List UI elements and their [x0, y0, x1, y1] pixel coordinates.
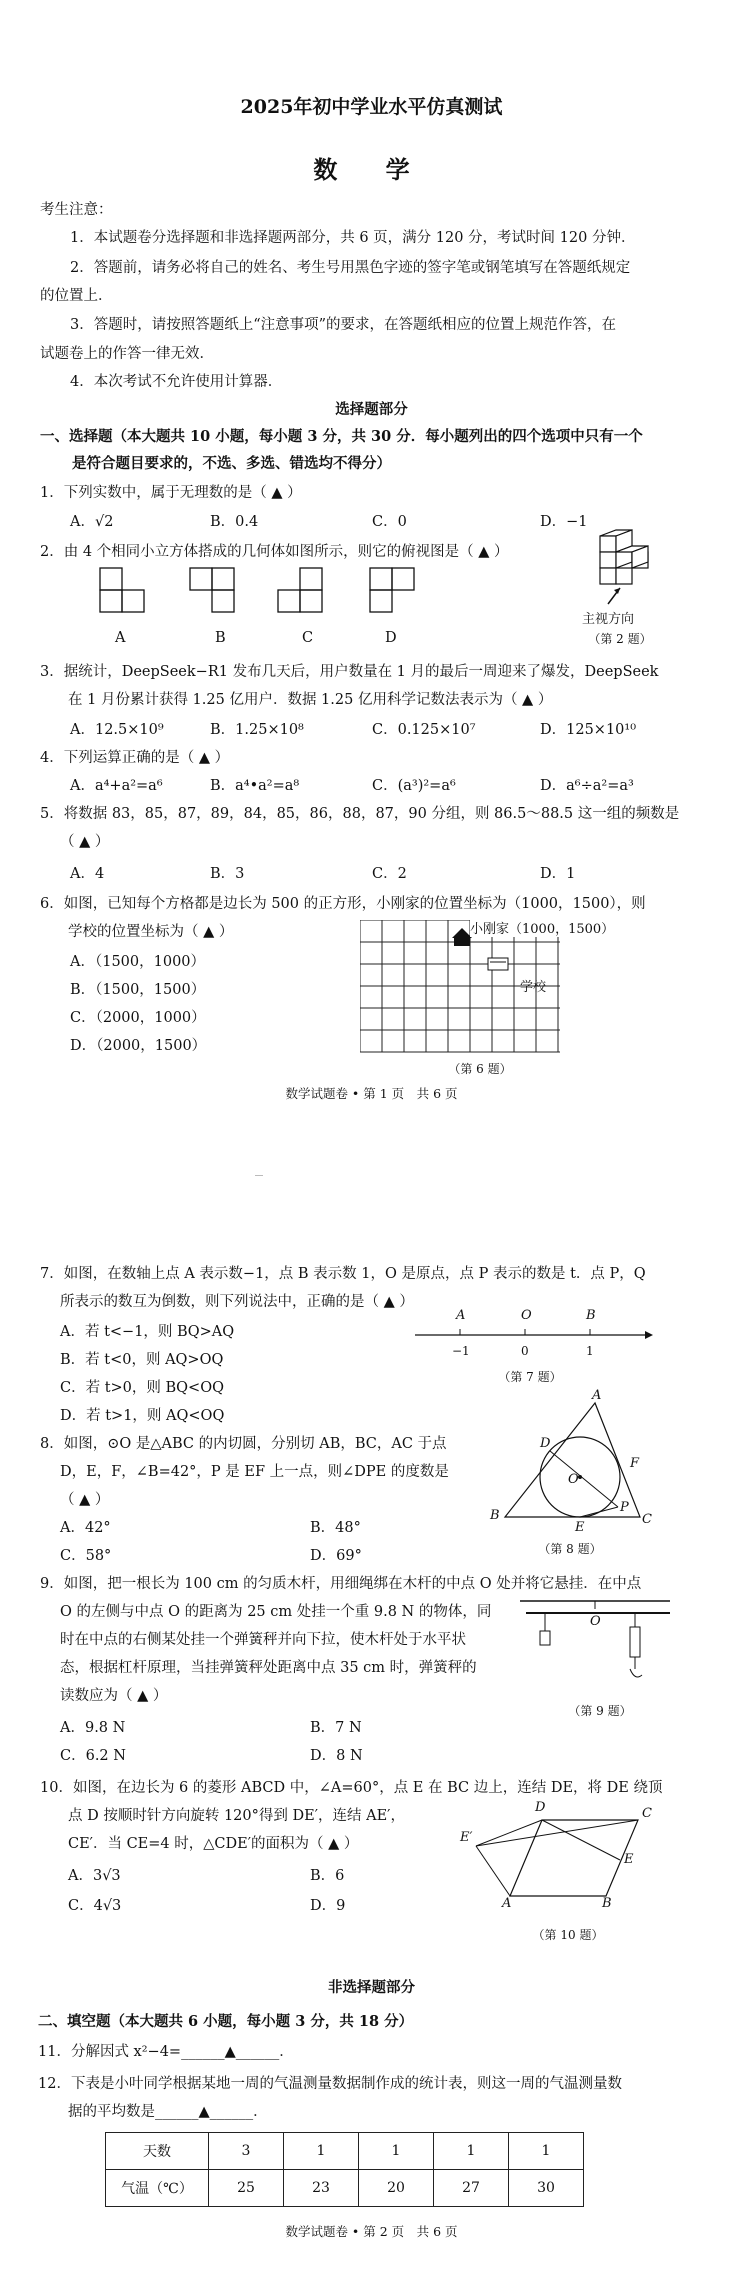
- q6-option-b: B．（1500，1500）: [70, 982, 206, 998]
- q8-point-a: A: [592, 1388, 602, 1403]
- q2-cube-figure: [580, 528, 680, 608]
- q9-point-o: O: [590, 1614, 601, 1629]
- q3-option-d: D．125×10¹⁰: [540, 722, 637, 738]
- q10-point-a: A: [502, 1896, 512, 1911]
- part1-title: 选择题部分: [335, 401, 408, 418]
- q5-stem: 5．将数据 83，85，87，89，84，85，86，88，87，90 分组，则 86.5～88.5 这一组的频数是: [40, 806, 680, 822]
- table-cell: 1: [434, 2133, 509, 2170]
- table-cell: 3: [209, 2133, 284, 2170]
- section1-heading: 一、选择题（本大题共 10 小题，每小题 3 分，共 30 分．每小题列出的四个选项中只有一个: [40, 428, 643, 445]
- q8-point-b: B: [490, 1508, 500, 1523]
- q5-option-b: B．3: [210, 866, 245, 882]
- q8-option-c: C．58°: [60, 1548, 112, 1564]
- q10-point-e: E: [624, 1852, 634, 1867]
- q12-table: [105, 2132, 584, 2207]
- q8-point-c: C: [642, 1512, 652, 1527]
- q2-label-a: A: [115, 630, 126, 646]
- q2-view-options: [90, 560, 450, 630]
- q8-option-d: D．69°: [310, 1548, 362, 1564]
- section1-heading-cont: 是符合题目要求的，不选、多选、错选均不得分）: [72, 455, 391, 472]
- q1-option-c: C．0: [372, 514, 407, 530]
- table-cell: 30: [509, 2170, 584, 2207]
- q10-rhombus-figure: [470, 1810, 670, 1910]
- q5-option-a: A．4: [70, 866, 105, 882]
- q4-stem: 4．下列运算正确的是（ ▲ ）: [40, 750, 230, 766]
- q9-stem: 9．如图，把一根长为 100 cm 的匀质木杆，用细绳绑在木杆的中点 O 处并将它悬挂．在中点: [40, 1576, 642, 1592]
- q9-caption: （第 9 题）: [568, 1704, 632, 1718]
- table-cell: 1: [509, 2133, 584, 2170]
- q10-point-d: D: [535, 1800, 546, 1815]
- notice-item: 试题卷上的作答一律无效．: [40, 346, 214, 362]
- q9-stem-cont1: O 的左侧与中点 O 的距离为 25 cm 处挂一个重 9.8 N 的物体，同: [60, 1604, 492, 1620]
- q9-lever-figure: [520, 1595, 680, 1695]
- q10-stem-cont2: CE′．当 CE=4 时，△CDE′的面积为（ ▲ ）: [68, 1836, 359, 1852]
- q1-stem: 1．下列实数中，属于无理数的是（ ▲ ）: [40, 485, 302, 501]
- q1-option-d: D．−1: [540, 514, 588, 530]
- q10-option-b: B．6: [310, 1868, 345, 1884]
- q6-school-label: 学校: [520, 980, 547, 995]
- q3-option-b: B．1.25×10⁸: [210, 722, 304, 738]
- q7-option-d: D．若 t>1，则 AQ<OQ: [60, 1408, 225, 1424]
- notice-item: 的位置上．: [40, 288, 113, 304]
- q5-option-c: C．2: [372, 866, 407, 882]
- page-footer-1: 数学试题卷 • 第 1 页 共 6 页: [285, 1086, 458, 1101]
- section2-heading: 二、填空题（本大题共 6 小题，每小题 3 分，共 18 分）: [38, 2013, 414, 2030]
- q9-option-c: C．6.2 N: [60, 1748, 126, 1764]
- q3-stem-cont: 在 1 月份累计获得 1.25 亿用户．数据 1.25 亿用科学记数法表示为（ ▲ ）: [68, 692, 553, 708]
- q9-stem-cont4: 读数应为（ ▲ ）: [60, 1688, 168, 1704]
- q8-stem-cont: D，E，F，∠B=42°，P 是 EF 上一点，则∠DPE 的度数是: [60, 1464, 449, 1480]
- table-cell: 气温（℃）: [106, 2170, 209, 2207]
- table-cell: 1: [359, 2133, 434, 2170]
- q6-option-a: A．（1500，1000）: [70, 954, 206, 970]
- q6-home-label: 小刚家（1000，1500）: [470, 918, 614, 937]
- q8-point-e: E: [575, 1520, 585, 1535]
- q4-option-d: D．a⁶÷a²=a³: [540, 778, 634, 794]
- q8-caption: （第 8 题）: [538, 1542, 602, 1556]
- table-row: [106, 2133, 584, 2170]
- q7-tick-neg1: −1: [452, 1344, 470, 1358]
- q7-stem: 7．如图，在数轴上点 A 表示数−1，点 B 表示数 1，O 是原点，点 P 表示的数是 t．点 P，Q: [40, 1266, 646, 1282]
- q8-point-d: D: [540, 1436, 551, 1451]
- notice-heading: 考生注意：: [40, 202, 113, 218]
- q7-point-o: O: [521, 1308, 532, 1323]
- q7-tick-0: 0: [521, 1344, 529, 1358]
- part2-title: 非选择题部分: [328, 1979, 415, 1996]
- subject-title: 数 学: [313, 155, 430, 184]
- q6-option-d: D．（2000，1500）: [70, 1038, 207, 1054]
- q10-point-e-prime: E′: [460, 1830, 473, 1845]
- q10-option-c: C．4√3: [68, 1898, 122, 1914]
- notice-item: 4．本次考试不允许使用计算器．: [70, 374, 283, 390]
- q6-caption: （第 6 题）: [448, 1062, 512, 1076]
- q3-option-a: A．12.5×10⁹: [70, 722, 164, 738]
- q2-label-b: B: [215, 630, 226, 646]
- q10-caption: （第 10 题）: [532, 1928, 604, 1942]
- q2-label-d: D: [385, 630, 397, 646]
- q10-option-a: A．3√3: [68, 1868, 121, 1884]
- q6-stem: 6．如图，已知每个方格都是边长为 500 的正方形，小刚家的位置坐标为（1000，1500），则: [40, 896, 646, 912]
- q7-point-b: B: [586, 1308, 596, 1323]
- q3-stem: 3．据统计，DeepSeek−R1 发布几天后，用户数量在 1 月的最后一周迎来了爆发，DeepSeek: [40, 664, 659, 680]
- q1-option-a: A．√2: [70, 514, 114, 530]
- table-cell: 25: [209, 2170, 284, 2207]
- q8-point-p: P: [620, 1500, 629, 1515]
- table-cell: 27: [434, 2170, 509, 2207]
- page-footer-2: 数学试题卷 • 第 2 页 共 6 页: [285, 2224, 458, 2239]
- q2-view-direction: 主视方向: [582, 612, 635, 627]
- q4-option-b: B．a⁴•a²=a⁸: [210, 778, 300, 794]
- notice-item: 3．答题时，请按照答题纸上“注意事项”的要求，在答题纸相应的位置上规范作答，在: [70, 317, 617, 333]
- q10-point-b: B: [602, 1896, 612, 1911]
- table-cell: 23: [284, 2170, 359, 2207]
- q9-option-a: A．9.8 N: [60, 1720, 126, 1736]
- q9-option-d: D．8 N: [310, 1748, 363, 1764]
- q7-option-a: A．若 t<−1，则 BQ>AQ: [60, 1324, 235, 1340]
- q5-option-d: D．1: [540, 866, 576, 882]
- school-icon: [488, 958, 508, 970]
- notice-item: 2．答题前，请务必将自己的姓名、考生号用黑色字迹的签字笔或钢笔填写在答题纸规定: [70, 260, 631, 276]
- q7-option-b: B．若 t<0，则 AQ>OQ: [60, 1352, 224, 1368]
- q8-option-a: A．42°: [60, 1520, 111, 1536]
- q7-tick-1: 1: [586, 1344, 594, 1358]
- q10-option-d: D．9: [310, 1898, 346, 1914]
- table-cell: 天数: [106, 2133, 209, 2170]
- q9-stem-cont3: 态，根据杠杆原理，当挂弹簧秤处距离中点 35 cm 时，弹簧秤的: [60, 1660, 477, 1676]
- q4-option-c: C．(a³)²=a⁶: [372, 778, 456, 794]
- q9-option-b: B．7 N: [310, 1720, 362, 1736]
- q6-stem-cont: 学校的位置坐标为（ ▲ ）: [68, 924, 234, 940]
- table-cell: 1: [284, 2133, 359, 2170]
- q10-stem-cont1: 点 D 按顺时针方向旋转 120°得到 DE′，连结 AE′，: [68, 1808, 405, 1824]
- q8-option-b: B．48°: [310, 1520, 361, 1536]
- table-cell: 20: [359, 2170, 434, 2207]
- q12-stem-cont: 据的平均数是______▲______．: [68, 2104, 268, 2120]
- q10-stem: 10．如图，在边长为 6 的菱形 ABCD 中，∠A=60°，点 E 在 BC 边上，连结 DE，将 DE 绕顶: [40, 1780, 663, 1796]
- table-row: [106, 2170, 584, 2207]
- q7-stem-cont: 所表示的数互为倒数，则下列说法中，正确的是（ ▲ ）: [60, 1294, 414, 1310]
- q8-stem-cont2: （ ▲ ）: [60, 1492, 110, 1508]
- notice-item: 1．本试题卷分选择题和非选择题两部分，共 6 页，满分 120 分，考试时间 120 分钟．: [70, 230, 636, 246]
- q8-stem: 8．如图，⊙O 是△ABC 的内切圆，分别切 AB，BC，AC 于点: [40, 1436, 447, 1452]
- q12-stem: 12．下表是小叶同学根据某地一周的气温测量数据制作成的统计表，则这一周的气温测量数: [38, 2076, 622, 2092]
- q8-point-o: O: [568, 1472, 579, 1487]
- q8-point-f: F: [630, 1456, 640, 1471]
- page-divider: [255, 1175, 263, 1176]
- exam-title: 2025年初中学业水平仿真测试: [240, 96, 503, 118]
- q2-label-c: C: [302, 630, 314, 646]
- q10-point-c: C: [642, 1806, 652, 1821]
- q5-stem-cont: （ ▲ ）: [60, 834, 110, 850]
- q2-stem: 2．由 4 个相同小立方体搭成的几何体如图所示，则它的俯视图是（ ▲ ）: [40, 544, 509, 560]
- q4-option-a: A．a⁴+a²=a⁶: [70, 778, 163, 794]
- q6-option-c: C．（2000，1000）: [70, 1010, 206, 1026]
- q3-option-c: C．0.125×10⁷: [372, 722, 476, 738]
- q2-caption: （第 2 题）: [588, 632, 652, 646]
- q7-number-line: [415, 1325, 655, 1345]
- q7-caption: （第 7 题）: [498, 1370, 562, 1384]
- q1-option-b: B．0.4: [210, 514, 259, 530]
- q7-point-a: A: [456, 1308, 466, 1323]
- home-icon: [452, 928, 472, 938]
- q11-stem: 11．分解因式 x²−4=______▲______．: [38, 2044, 294, 2060]
- q7-option-c: C．若 t>0，则 BQ<OQ: [60, 1380, 224, 1396]
- q9-stem-cont2: 时在中点的右侧某处挂一个弹簧秤并向下拉，使木杆处于水平状: [60, 1632, 466, 1648]
